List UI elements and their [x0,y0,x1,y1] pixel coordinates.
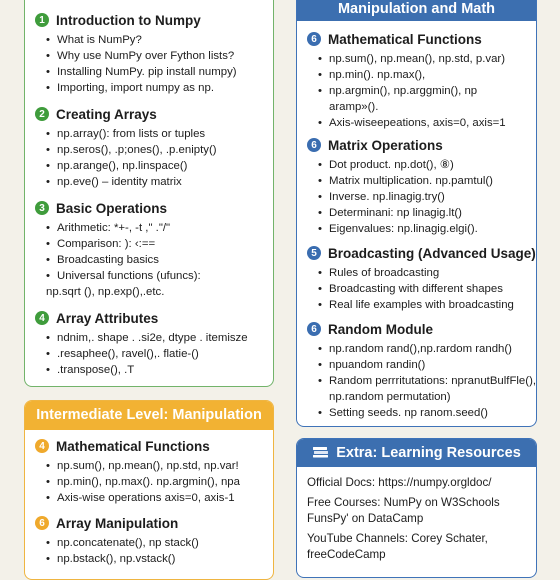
list-item: • Why use NumPy over Fython lists? [57,48,267,64]
list-item: • What is NumPy? [57,32,267,48]
list-item: • np.seros(), .p;ones(), .p.enipty() [57,142,267,158]
section-title: Introduction to Numpy [56,12,201,28]
manipulation-math-banner: Manipulation and Math [297,0,536,21]
list-item: • Eigenvalues: np.linagig.elgi(). [329,221,530,237]
list-item: • .resaphee(), ravel(),. flatie-() [57,346,267,362]
step-number-badge: 6 [307,32,321,46]
step-number-badge: 4 [35,439,49,453]
section-array-attributes [35,309,267,378]
section-array-manipulation [35,514,267,567]
list-item: • Rules of broadcasting [329,265,530,281]
section-title: Matrix Operations [328,137,443,153]
resource-courses-cont[interactable]: FunsPy' on DataCamp [307,512,424,525]
intermediate-banner: Intermediate Level: Manipulation [25,401,273,430]
list-item: • np.concatenate(), np stack() [57,535,267,551]
book-stack-icon [312,446,330,458]
list-item: • np.bstack(), np.vstack() [57,551,267,567]
intermediate-card [24,400,274,580]
section-introduction [35,11,267,96]
section-creating-arrays [35,105,267,190]
list-item: • npuandom randin() [329,357,530,373]
section-title: Array Attributes [56,310,159,326]
list-item: • Broadcasting basics [57,252,267,268]
section-mathematical-functions [35,437,267,506]
list-item: • Importing, import numpy as np. [57,80,267,96]
section-title: Basic Operations [56,200,168,216]
step-number-badge: 5 [307,246,321,260]
section-title: Array Manipulation [56,515,179,531]
section-title: Mathematical Functions [56,438,210,454]
list-item: • np.min(). np.max(), [329,67,530,83]
resources-banner [297,439,536,467]
list-item: • np.arange(), np.linspace() [57,158,267,174]
section-title: Mathematical Functions [328,31,482,47]
resource-youtube-cont[interactable]: freeCodeCamp [307,548,386,561]
list-item: • Matrix multiplication. np.pamtul() [329,173,530,189]
list-item: • Determinani: np linagig.lt() [329,205,530,221]
list-item: • np.eve() – identity matrix [57,174,267,190]
section-random-module [307,320,537,421]
section-basic-operations [35,199,267,300]
section-title: Creating Arrays [56,106,157,122]
list-item: np.random permutation) [329,391,451,403]
resource-courses[interactable]: Free Courses: NumPy on W3Schools [307,496,500,509]
list-item: • np.argmin(), np.arggmin(), np [329,83,530,99]
list-item: • Setting seeds. np ranom.seed() [329,405,530,421]
list-item: • ndnim,. shape . .si2e, dtype . itemisze [57,330,267,346]
section-matrix-operations [307,136,530,237]
beginner-card [24,0,274,387]
list-item: • Axis-wise operations axis=0, axis-1 [57,490,267,506]
resource-youtube[interactable]: YouTube Channels: Corey Schater, [307,532,488,545]
step-number-badge: 4 [35,311,49,325]
list-item: • Random perrritutations: npranutBulfFle(), [329,373,530,389]
step-number-badge: 6 [35,516,49,530]
list-item: • np.sum(), np.mean(), np.std, np.var! [57,458,267,474]
list-item: • Axis-wiseepeations, axis=0, axis=1 [329,115,530,131]
step-number-badge: 6 [307,322,321,336]
list-item: • Broadcasting with different shapes [329,281,530,297]
list-item: • Inverse. np.linagig.try() [329,189,530,205]
list-item: aramp»(). [329,101,379,113]
list-item: • np.random rand(),np.rardom randh() [329,341,530,357]
resources-title: Extra: Learning Resources [336,445,521,461]
list-item: • .transpose(), .T [57,362,267,378]
list-item: • Universal functions (ufuncs): [57,268,267,284]
list-item: • np.min(), np.max(). np.argmin(), npa [57,474,267,490]
list-item: np.sqrt (), np.exp(),.etc. [46,286,165,298]
list-item: • Real life examples with broadcasting [329,297,530,313]
list-item: • np.array(): from lists or tuples [57,126,267,142]
section-title: Broadcasting (Advanced Usage) [328,245,536,261]
step-number-badge: 3 [35,201,49,215]
section-broadcasting [307,244,536,313]
list-item: • Dot product. np.dot(), ⑧) [329,157,530,173]
list-item: • np.sum(), np.mean(), np.std, p.var) [329,51,530,67]
list-item: • Arithmetic: *+-, -t ," ."/" [57,220,267,236]
resources-list [307,475,530,563]
step-number-badge: 2 [35,107,49,121]
step-number-badge: 1 [35,13,49,27]
advanced-card [296,0,537,427]
list-item: • Installing NumPy. pip install numpy) [57,64,267,80]
step-number-badge: 6 [307,138,321,152]
section-title: Random Module [328,321,433,337]
resource-docs-link[interactable]: Official Docs: https://numpy.orgldoc/ [307,476,492,489]
resources-card [296,438,537,578]
list-item: • Comparison: ): ‹:== [57,236,267,252]
section-mathematical-functions [307,30,530,131]
